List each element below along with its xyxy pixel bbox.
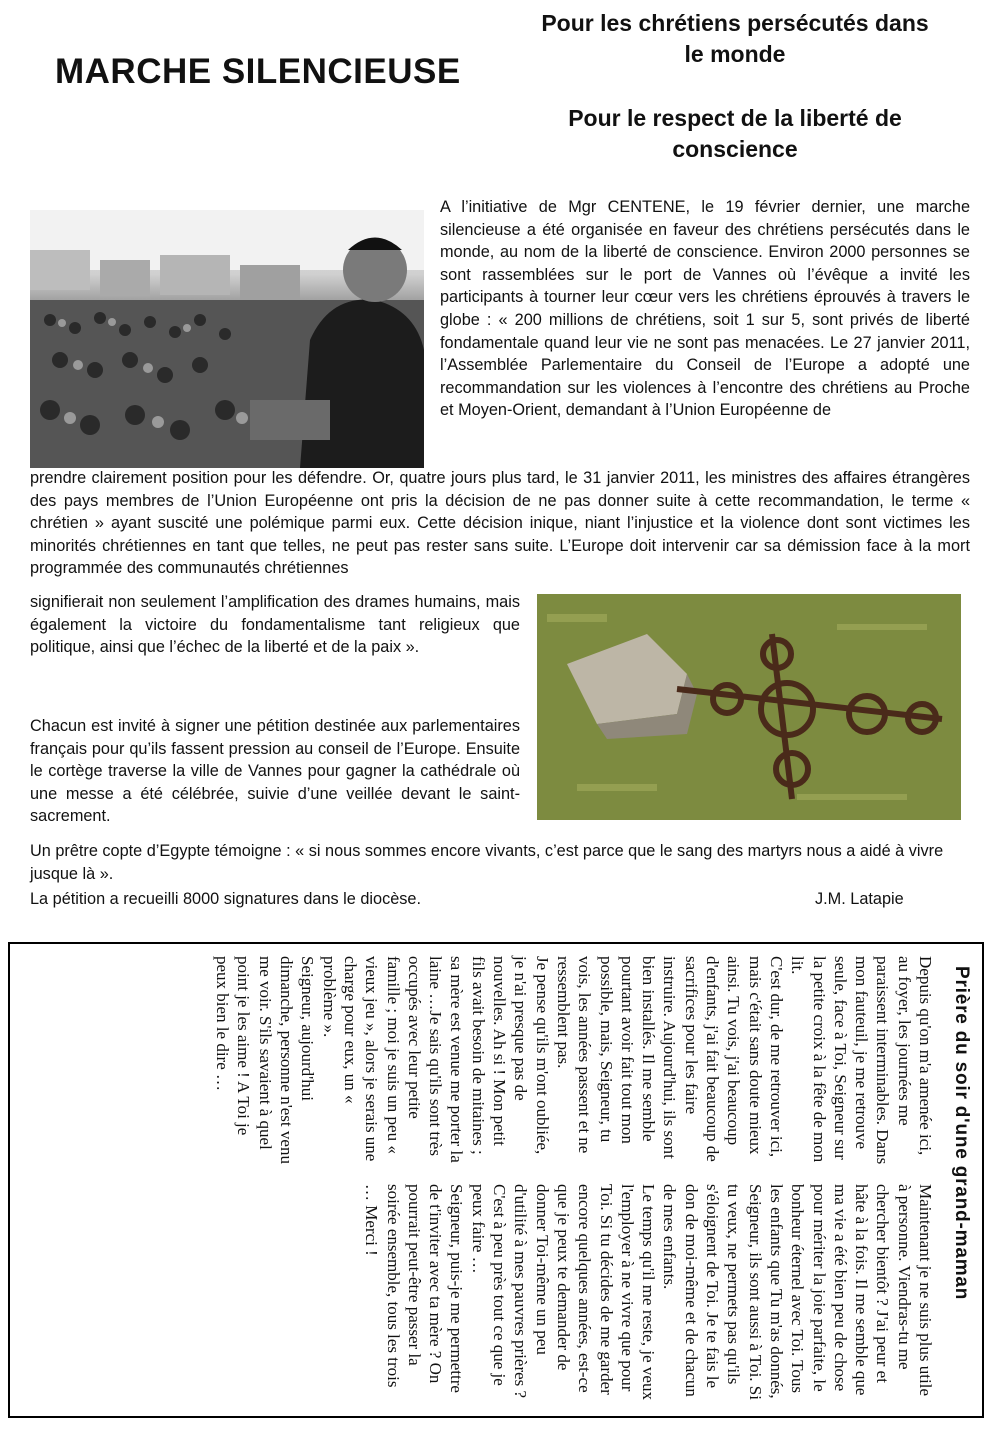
article-paragraph-coptic-priest: Un prêtre copte d’Egypte témoigne : « si nous sommes encore vivants, c’est parce que le sang des martyrs nous a aidé à vivre jusque là ».: [30, 842, 944, 883]
broken-cross-photo: [537, 594, 961, 820]
article-author: J.M. Latapie: [815, 890, 904, 908]
article-paragraph-europe: prendre clairement position pour les défendre. Or, quatre jours plus tard, le 31 janvier 2011, les ministres des affaires étrangères des pays membres de l’Union Européenne ont pris la décision de ne pas donner suite à cette recommandation, le terme « chrétien » ayant suscité une polémique parmi eux. Cette décision inique, niant l’injustice et la violence dont sont victimes les minorités chrétiennes en tant que telles, ne peut pas rester sans suite. L’Europe doit intervenir car sa démission face à la mort programmée des communautés chrétiennes: [30, 469, 970, 578]
prayer-column-1: [212, 956, 936, 1168]
prayer-rotated-content: [10, 948, 978, 1412]
broken-cross-illustration: [537, 594, 961, 820]
page-title: MARCHE SILENCIEUSE: [55, 52, 461, 91]
prayer-paragraph: Depuis qu'on m'a amenée ici, au foyer, les journées me paraissent interminables. Dans mon fauteuil, je me retrouve seule, face à Toi, Seigneur sur la petite croix à la fête de mon lit.: [788, 956, 935, 1165]
prayer-paragraph: C'est dur, de me retrouver ici, mais c'était sans doute mieux ainsi. Tu vois, j'ai beaucoup d'enfants, j'ai fait beaucoup de sacrifices pour les faire instruire. Aujourd'hui, ils sont bien installés. Il me semble pourtant avoir fait tout mon possible, mais, Seigneur, tu vois, les années passent et ne ressemblent pas.: [553, 956, 786, 1162]
prayer-paragraph: Maintenant je ne suis plus utile à personne. Viendras-tu me chercher bientôt ? J'ai peur et hâte à la fois. Il me semble que ma vie a été bien peu de chose pour mériter la joie parfaite, le bonheur éternel avec Toi. Tous les enfants que Tu m'as donnés, Seigneur, ils sont aussi à Toi. Si tu veux, ne permets pas qu'ils s'éloignent de Toi. Je te fais le don de moi-même et de chacun de mes enfants.: [660, 1184, 935, 1400]
bishop-crowd-illustration: [30, 210, 424, 468]
prayer-paragraph: Je pense qu'ils m'ont oubliée, je n'ai presque pas de nouvelles. Ah si ! Mon petit fils avait besoin de mitaines ; sa mère est venue me porter la laine …Je sais qu'ils sont très occupés avec leur petite famille ; moi je suis un peu « vieux jeu », alors je serais une charge pour eux, un « problème ».: [319, 956, 552, 1163]
prayer-box: [8, 942, 984, 1418]
article-paragraph-petition-result: La pétition a recueilli 8000 signatures dans le diocèse.: [30, 890, 422, 908]
prayer-title: Prière du soir d'une grand-maman: [951, 966, 972, 1301]
article-paragraph-consequences: signifierait non seulement l’amplification des drames humains, mais également la victoire du fondamentalisme tant religieux que politique, ainsi que l’échec de la liberté et de la paix ».: [30, 593, 520, 657]
prayer-column-2: [361, 1184, 936, 1406]
subtitle-freedom-of-conscience: Pour le respect de la liberté de conscience: [568, 105, 902, 162]
article-paragraph-intro: A l’initiative de Mgr CENTENE, le 19 février dernier, une marche silencieuse a été organisée en faveur des chrétiens persécutés dans le monde, au nom de la liberté de conscience. Environ 2000 personnes se sont rassemblées sur le port de Vannes où l’évêque a invité les participants à tourner leur cœur vers les chrétiens éprouvés à travers le globe : « 200 millions de chrétiens, soit 1 sur 5, sont privés de liberté fondamentale quand leur vie ne sont pas menacées. Le 27 janvier 2011, l’Assemblée Parlementaire du Conseil de l’Europe a adopté une recommandation sur les violences à l’encontre des chrétiens au Proche et Moyen-Orient, demandant à l’Union Européenne de: [440, 198, 970, 420]
article-paragraph-petition-invite: Chacun est invité à signer une pétition destinée aux parlementaires français pour qu’ils fassent pression au conseil de l’Europe. Ensuite le cortège traverse la ville de Vannes pour gagner la cathédrale où une messe a été célébrée, suivie d’une veillée devant le saint-sacrement.: [30, 717, 520, 826]
prayer-paragraph: Seigneur, puis-je me permettre de t'inviter avec ta mère ? On pourrait peut-être passer la soirée ensemble, tous les trois … Merci !: [362, 1184, 467, 1393]
prayer-paragraph: Le temps qu'il me reste, je veux l'employer à ne vivre que pour Toi. Si tu décides de me garder encore quelques années, est-ce que je peux te demander de donner Toi-même un peu d'utilité à mes pauvres prières ? C'est à peu près tout ce que je peux faire …: [468, 1184, 659, 1400]
subtitle-persecuted-christians: Pour les chrétiens persécutés dans le monde: [541, 10, 929, 67]
prayer-paragraph: Seigneur, aujourd'hui dimanche, personne n'est venu me voir. S'ils savaient à quel point je les aime ! A Toi je peux bien le dire …: [213, 956, 318, 1164]
bishop-crowd-photo: [30, 210, 424, 468]
